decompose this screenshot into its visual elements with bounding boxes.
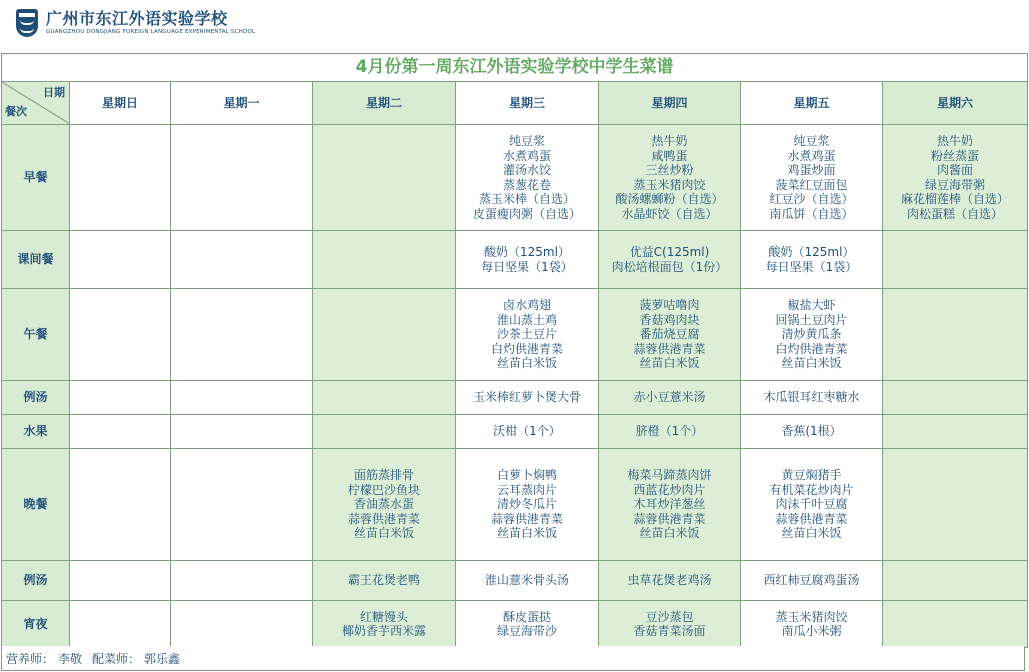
dish-item: 每日坚果（1袋） (481, 259, 573, 274)
dish-item: 丝苗白米饭 (353, 526, 414, 541)
menu-cell (599, 561, 741, 601)
menu-cell (883, 561, 1028, 601)
dish-item: 香油蒸水蛋 (353, 497, 414, 512)
dish-item: 酸奶（125ml） (484, 245, 570, 259)
meal-row (2, 415, 1028, 449)
menu-cell (313, 449, 456, 561)
dish-item: 绿豆海带沙 (496, 624, 557, 638)
menu-cell (599, 381, 741, 415)
menu-cell (599, 289, 741, 381)
school-header (16, 6, 255, 40)
menu-cell (313, 561, 456, 601)
menu-cell (456, 601, 599, 648)
dish-item: 蒜蓉供港青菜 (633, 341, 706, 356)
dish-item: 椰奶香芋西米露 (341, 624, 426, 638)
menu-title: 4月份第一周东江外语实验学校中学生菜谱 (2, 54, 1028, 82)
dish-item: 丝苗白米饭 (639, 526, 700, 541)
dish-item: 菠菜红豆面包 (775, 177, 848, 192)
meal-label: 课间餐 (2, 231, 70, 289)
meal-label: 午餐 (2, 289, 70, 381)
dish-item: 热牛奶 (651, 134, 688, 148)
school-name-block (46, 10, 255, 36)
dish-item: 水煮鸡蛋 (787, 148, 836, 163)
dish-item: 麻花榴莲棒（自选） (901, 192, 1010, 206)
menu-cell (741, 449, 883, 561)
dish-item: 红豆沙（自选） (769, 192, 854, 206)
menu-cell (171, 289, 313, 381)
dish-item: 清炒黄瓜条 (781, 327, 842, 342)
dish-item: 梅菜马蹄蒸肉饼 (627, 468, 712, 483)
dish-item: 面筋蒸排骨 (353, 468, 414, 483)
menu-cell (741, 601, 883, 648)
meal-label: 宵夜 (2, 601, 70, 648)
day-header: 星期六 (883, 82, 1028, 125)
dish-item: 南瓜小米粥 (781, 624, 842, 638)
dish-item: 霸王花煲老鸭 (347, 573, 420, 588)
planner-label: 配菜师： (92, 651, 141, 666)
dish-item: 丝苗白米饭 (781, 526, 842, 541)
menu-cell (741, 231, 883, 289)
menu-cell (741, 381, 883, 415)
dish-item: 三丝炒粉 (645, 163, 694, 177)
menu-cell (599, 601, 741, 648)
menu-cell (456, 125, 599, 231)
dish-item: 沃柑（1个） (493, 424, 561, 439)
menu-cell (741, 289, 883, 381)
meal-label: 水果 (2, 415, 70, 449)
menu-cell (741, 415, 883, 449)
meal-row (2, 561, 1028, 601)
school-english-name: GUANGZHOU DONGJIANG FOREIGN LANGUAGE EXPERIMENTAL SCHOOL (46, 29, 256, 35)
menu-cell (171, 601, 313, 648)
menu-cell (883, 449, 1028, 561)
dish-item: 香蕉(1根） (781, 424, 842, 439)
menu-cell (70, 125, 171, 231)
dish-item: 纯豆浆 (793, 134, 830, 148)
dish-item: 卤水鸡翅 (502, 298, 551, 313)
dish-item: 云耳蒸肉片 (496, 482, 557, 497)
school-crest-icon (16, 9, 38, 37)
menu-cell (313, 231, 456, 289)
menu-cell (70, 561, 171, 601)
day-header: 星期五 (741, 82, 883, 125)
menu-cell (883, 381, 1028, 415)
dish-item: 每日坚果（1袋） (765, 259, 858, 274)
day-header: 星期日 (70, 82, 171, 125)
menu-cell (171, 449, 313, 561)
dish-item: 酸奶（125ml） (768, 245, 855, 259)
menu-cell (883, 231, 1028, 289)
menu-cell (171, 381, 313, 415)
dish-item: 蒸玉米猪肉饺 (633, 177, 706, 192)
dish-item: 蒸玉米棒（自选） (478, 192, 575, 206)
meal-row (2, 449, 1028, 561)
dish-item: 豆沙蒸包 (645, 609, 694, 624)
menu-cell (313, 381, 456, 415)
dish-item: 白萝卜焖鸭 (496, 468, 557, 483)
dish-item: 粉丝蒸蛋 (931, 148, 980, 163)
dish-item: 热牛奶 (937, 134, 974, 148)
footer (1, 646, 1025, 671)
dish-item: 绿豆海带粥 (925, 177, 986, 192)
dish-item: 丝苗白米饭 (781, 356, 842, 371)
menu-table (1, 53, 1028, 648)
school-name: 广州市东江外语实验学校 (46, 9, 228, 28)
dish-item: 南瓜饼（自选） (769, 206, 854, 221)
meal-row (2, 289, 1028, 381)
dish-item: 有机菜花炒肉片 (769, 482, 854, 497)
menu-cell (456, 561, 599, 601)
dish-item: 柠檬巴沙鱼块 (347, 482, 420, 497)
day-header: 星期三 (456, 82, 599, 125)
dish-item: 水煮鸡蛋 (502, 148, 551, 163)
day-header: 星期四 (599, 82, 741, 125)
menu-cell (456, 415, 599, 449)
meal-label: 早餐 (2, 125, 70, 231)
dish-item: 香菇鸡肉块 (639, 312, 700, 327)
menu-cell (456, 381, 599, 415)
meal-label: 晚餐 (2, 449, 70, 561)
menu-cell (599, 415, 741, 449)
dish-item: 蒜蓉供港青菜 (633, 511, 706, 526)
dish-item: 回锅土豆肉片 (775, 312, 848, 327)
dish-item: 椒盐大虾 (787, 298, 836, 313)
dish-item: 蒜蓉供港青菜 (775, 511, 848, 526)
planner-name: 郭乐鑫 (144, 651, 181, 666)
menu-cell (741, 125, 883, 231)
dish-item: 蒸葱花卷 (502, 177, 551, 192)
meal-row (2, 381, 1028, 415)
menu-cell (70, 601, 171, 648)
dish-item: 蒜蓉供港青菜 (347, 511, 420, 526)
menu-cell (599, 125, 741, 231)
menu-cell (456, 449, 599, 561)
dish-item: 沙茶土豆片 (496, 327, 557, 342)
dish-item: 清炒冬瓜片 (496, 497, 557, 512)
menu-cell (883, 125, 1028, 231)
menu-cell (70, 289, 171, 381)
menu-cell (599, 449, 741, 561)
dish-item: 木耳炒洋葱丝 (633, 497, 706, 512)
dish-item: 肉松蛋糕（自选） (907, 206, 1004, 221)
menu-cell (456, 289, 599, 381)
dish-item: 纯豆浆 (508, 134, 545, 148)
dish-item: 丝苗白米饭 (639, 356, 700, 371)
menu-cell (171, 561, 313, 601)
dish-item: 蒸玉米猪肉饺 (775, 609, 848, 624)
dish-item: 白灼供港青菜 (490, 341, 563, 356)
dish-item: 黄豆焖猪手 (781, 468, 842, 483)
dish-item: 赤小豆薏米汤 (633, 390, 706, 405)
dish-item: 鸡蛋炒面 (787, 163, 836, 177)
nutritionist-name: 李敬 (58, 651, 83, 666)
dish-item: 西红柿豆腐鸡蛋汤 (763, 573, 860, 588)
corner-meal-label: 餐次 (5, 104, 27, 118)
dish-item: 菠萝咕噜肉 (639, 298, 700, 313)
meal-row (2, 125, 1028, 231)
day-header: 星期二 (313, 82, 456, 125)
dish-item: 淮山蒸土鸡 (496, 312, 557, 327)
dish-item: 木瓜银耳红枣糖水 (763, 390, 860, 405)
menu-cell (70, 449, 171, 561)
dish-item: 脐橙（1个） (635, 424, 704, 439)
dish-item: 水晶虾饺（自选） (621, 206, 718, 221)
dish-item: 红糖馒头 (359, 609, 408, 624)
day-header: 星期一 (171, 82, 313, 125)
dish-item: 玉米棒红萝卜煲大骨 (472, 390, 581, 405)
dish-item: 淮山薏米骨头汤 (484, 573, 569, 588)
menu-cell (171, 125, 313, 231)
dish-item: 白灼供港青菜 (775, 341, 848, 356)
meal-row (2, 601, 1028, 648)
meal-label: 例汤 (2, 381, 70, 415)
dish-item: 番茄烧豆腐 (639, 327, 700, 342)
dish-item: 肉松培根面包（1份） (611, 259, 728, 274)
menu-cell (313, 125, 456, 231)
menu-cell (313, 289, 456, 381)
menu-cell (883, 415, 1028, 449)
menu-cell (883, 601, 1028, 648)
dish-item: 西蓝花炒肉片 (633, 482, 706, 497)
dish-item: 酥皮蛋挞 (502, 609, 551, 624)
dish-item: 皮蛋瘦肉粥（自选） (472, 206, 581, 221)
dish-item: 丝苗白米饭 (496, 526, 557, 541)
menu-cell (70, 231, 171, 289)
dish-item: 酸汤螺蛳粉（自选） (615, 192, 724, 206)
meal-row (2, 231, 1028, 289)
menu-cell (171, 231, 313, 289)
menu-cell (599, 231, 741, 289)
menu-cell (70, 381, 171, 415)
dish-item: 优益C(125ml) (629, 245, 710, 259)
menu-cell (70, 415, 171, 449)
dish-item: 虫草花煲老鸡汤 (627, 573, 712, 588)
dish-item: 蒜蓉供港青菜 (490, 511, 563, 526)
meal-label: 例汤 (2, 561, 70, 601)
dish-item: 咸鸭蛋 (651, 148, 688, 163)
menu-cell (883, 289, 1028, 381)
dish-item: 肉酱面 (937, 163, 974, 177)
corner-date-label: 日期 (43, 86, 65, 99)
menu-cell (313, 415, 456, 449)
dish-item: 丝苗白米饭 (496, 356, 557, 371)
dish-item: 香菇青菜汤面 (633, 624, 706, 638)
menu-cell (313, 601, 456, 648)
menu-cell (456, 231, 599, 289)
menu-cell (741, 561, 883, 601)
menu-cell (171, 415, 313, 449)
corner-header (2, 82, 70, 125)
dish-item: 灌汤水饺 (502, 163, 551, 177)
nutritionist-label: 营养师： (6, 651, 55, 666)
dish-item: 肉沫千叶豆腐 (775, 497, 848, 512)
